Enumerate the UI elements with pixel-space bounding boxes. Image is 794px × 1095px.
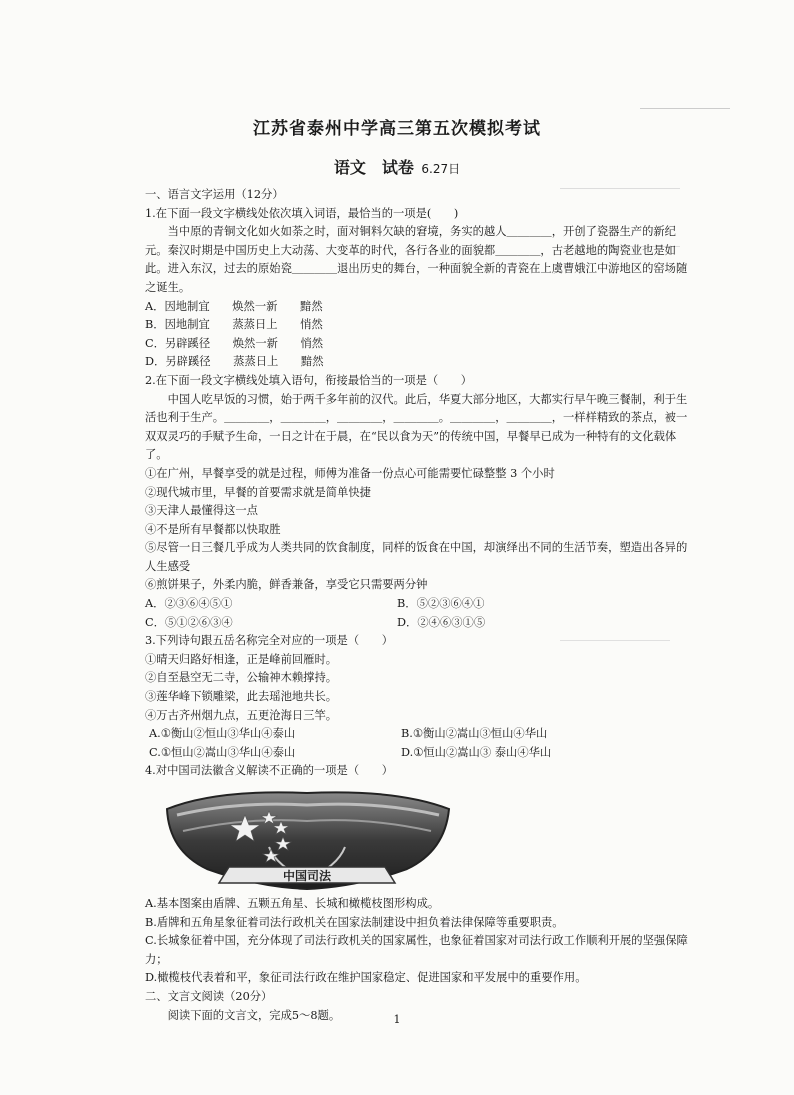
q2-item-4: ④不是所有早餐都以快取胜 [145,522,281,536]
q3-options-row-2 [145,744,690,763]
q4-option-c: C.长城象征着中国，充分体现了司法行政机关的国家属性，也象征着国家对司法行政工作顺利开展的坚强保障力； [145,934,688,966]
q2-item-2: ②现代城市里，早餐的首要需求就是简单快捷 [145,485,371,499]
section-heading-2: 二、文言文阅读（20分） [145,989,273,1003]
q3-option-c: C.①恒山②嵩山③华山④泰山 [149,745,296,759]
q1-option-d: D．另辟蹊径 蒸蒸日上 黯然 [145,355,324,369]
q1-stem: 1.在下面一段文字横线处依次填入词语，最恰当的一项是( ) [145,206,459,220]
q4-stem: 4.对中国司法徽含义解读不正确的一项是（ ） [145,764,394,778]
q2-option-d: D．②④⑥③①⑤ [397,615,486,629]
exam-title: 江苏省泰州中学高三第五次模拟考试 [253,119,541,139]
q2-item-3: ③天津人最懂得这一点 [145,504,258,518]
q3-stem: 3.下列诗句跟五岳名称完全对应的一项是（ ） [145,634,394,648]
q2-stem: 2.在下面一段文字横线处填入语句，衔接最恰当的一项是（ ） [145,373,473,387]
q3-option-a: A.①衡山②恒山③华山④泰山 [149,727,296,741]
q2-option-a: A．②③⑥④⑤① [145,597,233,611]
q3-option-b: B.①衡山②嵩山③恒山④华山 [401,727,548,741]
q4-option-d: D.橄榄枝代表着和平，象征司法行政在维护国家稳定、促进国家和平发展中的重要作用。 [145,971,587,985]
q2-item-5: ⑤尽管一日三餐几乎成为人类共同的饮食制度，同样的饭食在中国，却演绎出不同的生活节奏，塑造出各异的人生感受 [145,541,688,573]
q2-option-c: C．⑤①②⑥③④ [145,615,233,629]
subject-label: 语文 试卷 [333,158,414,177]
judicial-emblem-icon [157,787,457,891]
q1-option-b: B．因地制宜 蒸蒸日上 悄然 [145,318,323,332]
q2-passage: 中国人吃早饭的习惯，始于两千多年前的汉代。此后，华夏大部分地区，大都实行早午晚三餐制，利于生活也利于生产。＿＿＿＿，＿＿＿＿，＿＿＿＿，＿＿＿＿。＿＿＿＿，＿＿＿＿，一样样精致的茶点，被一双双灵巧的手赋予生命，一日之计在于晨，在“民以食为天”的传统中国，早餐早已成为一种特有的文化载体了。 [145,392,688,462]
q1-passage: 当中原的青铜文化如火如荼之时，面对铜料欠缺的窘境，务实的越人＿＿＿＿，开创了瓷器生产的新纪元。秦汉时期是中国历史上大动荡、大变革的时代，各行各业的面貌都＿＿＿＿，古老越地的陶瓷业也是如此。进入东汉，过去的原始瓷＿＿＿＿退出历史的舞台，一种面貌全新的青瓷在上虞曹娥江中游地区的窑场随之诞生。 [145,225,688,294]
q1-option-c: C．另辟蹊径 焕然一新 悄然 [145,336,324,350]
exam-subtitle [0,155,794,178]
judicial-emblem-image [157,787,457,891]
q3-options-row-1 [145,725,690,744]
q4-option-a: A.基本图案由盾牌、五颗五角星、长城和橄榄枝图形构成。 [145,897,440,910]
exam-date: 6.27日 [421,162,461,176]
page-number: 1 [393,1013,401,1026]
q2-options-row-2 [145,614,690,633]
section2-intro: 阅读下面的文言文，完成5～8题。 [167,1008,341,1022]
q2-item-1: ①在广州，早餐享受的就是过程，师傅为准备一份点心可能需要忙碌整整 3 个小时 [145,466,555,480]
q3-option-d: D.①恒山②嵩山③ 泰山④华山 [401,745,552,759]
q2-item-6: ⑥煎饼果子，外柔内脆，鲜香兼备，享受它只需要两分钟 [145,578,428,592]
section-heading-1: 一、语言文字运用（12分） [145,188,284,201]
q2-option-b: B．⑤②③⑥④① [397,597,485,611]
q3-line-3: ③莲华峰下锁雕梁，此去瑶池地共长。 [145,690,338,704]
q2-options-row-1 [145,595,690,614]
q3-line-1: ①晴天归路好相逢，正是峰前回雁时。 [145,652,338,666]
q4-option-b: B.盾牌和五角星象征着司法行政机关在国家法制建设中担负着法律保障等重要职责。 [145,915,564,929]
q1-option-a: A．因地制宜 焕然一新 黯然 [145,299,323,313]
q3-line-2: ②自至悬空无二寺，公输神木赖撑持。 [145,671,338,685]
q3-line-4: ④万古齐州烟九点，五更沧海日三竿。 [145,708,338,722]
emblem-banner-text: 中国司法 [282,869,332,883]
exam-content [145,186,690,1025]
